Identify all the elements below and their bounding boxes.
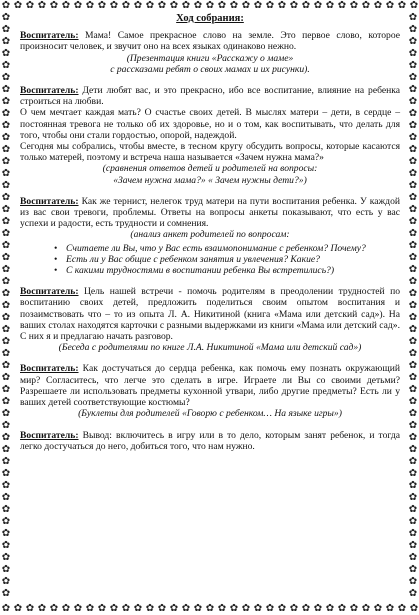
- border-ornament: ✿: [169, 603, 179, 614]
- border-ornament: ✿: [133, 0, 143, 11]
- border-ornament: ✿: [1, 156, 11, 167]
- border-ornament: ✿: [1, 552, 11, 563]
- border-ornament: ✿: [408, 276, 418, 287]
- border-ornament: ✿: [157, 603, 167, 614]
- border-ornament: ✿: [385, 0, 395, 11]
- document-body: [20, 13, 400, 452]
- border-ornament: ✿: [1, 84, 11, 95]
- paragraph: Как достучаться до сердца ребенка, как помочь ему познать окружающий мир? Согласитесь, что легче это сделать в игре. Играете ли Вы со своими детьми? Разрешаете ли использовать предметы кухонной утвари, либо другие предметы? Есть ли у ваших детей соответствующие костюмы?: [20, 363, 400, 409]
- border-ornament: ✿: [205, 0, 215, 11]
- speaker-label: Воспитатель:: [20, 363, 79, 375]
- note: «Зачем нужна мама?» « Зачем нужны дети?»): [113, 174, 307, 186]
- border-ornament: ✿: [1, 528, 11, 539]
- border-ornament: ✿: [408, 480, 418, 491]
- border-ornament: ✿: [408, 408, 418, 419]
- border-ornament: ✿: [277, 603, 287, 614]
- border-ornament: ✿: [1, 12, 11, 23]
- border-ornament: ✿: [49, 603, 59, 614]
- border-ornament: ✿: [325, 0, 335, 11]
- border-ornament: ✿: [181, 603, 191, 614]
- border-ornament: ✿: [408, 504, 418, 515]
- section-6: [20, 430, 400, 452]
- section-text: [20, 430, 400, 452]
- border-ornament: ✿: [408, 168, 418, 179]
- border-ornament: ✿: [408, 156, 418, 167]
- border-ornament: ✿: [408, 540, 418, 551]
- border-ornament: ✿: [349, 603, 359, 614]
- border-ornament: ✿: [408, 24, 418, 35]
- border-ornament: ✿: [408, 60, 418, 71]
- border-ornament: ✿: [408, 192, 418, 203]
- border-ornament: ✿: [1, 336, 11, 347]
- section-5: [20, 363, 400, 419]
- border-bottom: [0, 603, 419, 615]
- border-ornament: ✿: [121, 0, 131, 11]
- paragraph: Как же тернист, нелегок труд матери на пути воспитания ребенка. У каждой из вас свои тревоги, проблемы. Ответы на вопросы анкеты показывают, что есть у вас успехи и радости, есть трудности и сомнения.: [20, 195, 400, 230]
- border-ornament: ✿: [1, 0, 11, 11]
- border-ornament: ✿: [408, 324, 418, 335]
- border-ornament: ✿: [1, 144, 11, 155]
- border-ornament: ✿: [361, 603, 371, 614]
- border-ornament: ✿: [337, 0, 347, 11]
- note: (анализ анкет родителей по вопросам:: [130, 229, 290, 241]
- section-text: [20, 363, 400, 408]
- speaker-label: Воспитатель:: [20, 286, 79, 298]
- border-ornament: ✿: [408, 72, 418, 83]
- border-ornament: ✿: [408, 516, 418, 527]
- paragraph: Вывод: включитесь в игру или в то дело, которым занят ребенок, и тогда легко достучаться до него, добиться того, что нам нужно.: [20, 429, 400, 452]
- border-ornament: ✿: [1, 300, 11, 311]
- border-ornament: ✿: [408, 204, 418, 215]
- border-ornament: ✿: [1, 468, 11, 479]
- border-ornament: ✿: [61, 603, 71, 614]
- page-title: Ход собрания:: [176, 13, 244, 24]
- border-ornament: ✿: [408, 456, 418, 467]
- border-ornament: ✿: [301, 603, 311, 614]
- border-ornament: ✿: [408, 348, 418, 359]
- border-ornament: ✿: [265, 0, 275, 11]
- border-ornament: ✿: [1, 252, 11, 263]
- border-ornament: ✿: [253, 0, 263, 11]
- border-ornament: ✿: [1, 48, 11, 59]
- border-ornament: ✿: [1, 288, 11, 299]
- border-ornament: ✿: [408, 240, 418, 251]
- border-ornament: ✿: [1, 132, 11, 143]
- paragraph: Цель нашей встречи - помочь родителям в преодолении трудностей по воспитанию своих детей, предложить поделиться своим опытом воспитания и позаимствовать что – то из опыта Л. А. Никитиной (книга «Мама или детский сад»). На ваших столах находятся карточки с разными выдержками из книги «Мама или детский сад». С них я и предлагаю начать разговор.: [20, 286, 400, 343]
- border-ornament: ✿: [408, 300, 418, 311]
- border-ornament: ✿: [408, 252, 418, 263]
- border-ornament: ✿: [313, 0, 323, 11]
- border-ornament: ✿: [157, 0, 167, 11]
- border-ornament: ✿: [408, 12, 418, 23]
- list-item: • С какими трудностями в воспитании ребенка Вы встретились?): [66, 265, 400, 276]
- border-ornament: ✿: [1, 120, 11, 131]
- border-ornament: ✿: [1, 432, 11, 443]
- border-ornament: ✿: [1, 540, 11, 551]
- border-right: [407, 12, 419, 603]
- border-ornament: ✿: [1, 576, 11, 587]
- border-ornament: ✿: [1, 180, 11, 191]
- border-ornament: ✿: [133, 603, 143, 614]
- border-ornament: ✿: [408, 444, 418, 455]
- border-ornament: ✿: [1, 372, 11, 383]
- border-ornament: ✿: [349, 0, 359, 11]
- border-ornament: ✿: [193, 0, 203, 11]
- border-ornament: ✿: [49, 0, 59, 11]
- border-ornament: ✿: [37, 603, 47, 614]
- border-ornament: ✿: [229, 603, 239, 614]
- section-text: [20, 30, 400, 52]
- border-left: [0, 12, 12, 603]
- border-ornament: ✿: [289, 0, 299, 11]
- section-3: [20, 196, 400, 276]
- border-ornament: ✿: [408, 588, 418, 599]
- border-ornament: ✿: [121, 603, 131, 614]
- border-ornament: ✿: [61, 0, 71, 11]
- border-ornament: ✿: [1, 264, 11, 275]
- border-ornament: ✿: [1, 408, 11, 419]
- border-ornament: ✿: [408, 120, 418, 131]
- border-ornament: ✿: [1, 444, 11, 455]
- note: (Беседа с родителями по книге Л.А. Никитиной «Мама или детский сад»): [58, 342, 362, 354]
- border-ornament: ✿: [408, 132, 418, 143]
- note: (Буклеты для родителей «Говорю с ребенком… На языке игры»): [78, 408, 342, 420]
- border-ornament: ✿: [25, 0, 35, 11]
- section-1: [20, 30, 400, 75]
- note: (Презентация книги «Расскажу о маме»: [126, 52, 294, 64]
- border-ornament: ✿: [1, 24, 11, 35]
- border-ornament: ✿: [85, 603, 95, 614]
- border-ornament: ✿: [109, 603, 119, 614]
- border-ornament: ✿: [385, 603, 395, 614]
- border-ornament: ✿: [73, 0, 83, 11]
- section-text: [20, 85, 400, 107]
- border-ornament: ✿: [73, 603, 83, 614]
- border-ornament: ✿: [1, 492, 11, 503]
- border-ornament: ✿: [109, 0, 119, 11]
- border-ornament: ✿: [408, 468, 418, 479]
- border-ornament: ✿: [169, 0, 179, 11]
- border-ornament: ✿: [253, 603, 263, 614]
- border-ornament: ✿: [1, 36, 11, 47]
- border-ornament: ✿: [337, 603, 347, 614]
- border-ornament: ✿: [1, 228, 11, 239]
- section-4: [20, 286, 400, 353]
- border-ornament: ✿: [408, 420, 418, 431]
- speaker-label: Воспитатель:: [20, 30, 79, 42]
- border-ornament: ✿: [408, 312, 418, 323]
- border-ornament: ✿: [1, 324, 11, 335]
- border-ornament: ✿: [1, 168, 11, 179]
- border-ornament: ✿: [325, 603, 335, 614]
- section-text: [20, 286, 400, 342]
- border-ornament: ✿: [1, 480, 11, 491]
- section-2: [20, 85, 400, 186]
- border-ornament: ✿: [1, 216, 11, 227]
- border-ornament: ✿: [241, 0, 251, 11]
- question-list: [20, 243, 400, 277]
- border-ornament: ✿: [13, 603, 23, 614]
- border-ornament: ✿: [409, 603, 419, 614]
- list-item: • Есть ли у Вас общие с ребенком занятия и увлечения? Какие?: [66, 254, 400, 265]
- border-ornament: ✿: [408, 216, 418, 227]
- note: (сравнения ответов детей и родителей на вопросы:: [102, 163, 318, 175]
- paragraph: Мама! Самое прекрасное слово на земле. Это первое слово, которое произносит человек, и звучит оно на всех языках одинаково нежно.: [20, 30, 400, 53]
- note: с рассказами ребят о своих мамах и их рисунки).: [110, 63, 310, 75]
- border-ornament: ✿: [217, 0, 227, 11]
- border-ornament: ✿: [1, 108, 11, 119]
- border-ornament: ✿: [229, 0, 239, 11]
- border-ornament: ✿: [408, 576, 418, 587]
- border-ornament: ✿: [408, 552, 418, 563]
- border-ornament: ✿: [1, 564, 11, 575]
- border-ornament: ✿: [217, 603, 227, 614]
- border-ornament: ✿: [408, 492, 418, 503]
- border-ornament: ✿: [1, 504, 11, 515]
- border-ornament: ✿: [25, 603, 35, 614]
- border-ornament: ✿: [1, 240, 11, 251]
- border-ornament: ✿: [301, 0, 311, 11]
- border-ornament: ✿: [145, 603, 155, 614]
- paragraph: Сегодня мы собрались, чтобы вместе, в тесном кругу обсудить вопросы, которые касаются только матерей, поэтому и встреча наша называется «Зачем нужна мама?»: [20, 141, 400, 164]
- border-ornament: ✿: [408, 372, 418, 383]
- border-ornament: ✿: [408, 528, 418, 539]
- border-ornament: ✿: [277, 0, 287, 11]
- border-ornament: ✿: [1, 360, 11, 371]
- border-ornament: ✿: [408, 384, 418, 395]
- border-ornament: ✿: [193, 603, 203, 614]
- border-ornament: ✿: [37, 0, 47, 11]
- border-ornament: ✿: [1, 312, 11, 323]
- border-ornament: ✿: [313, 603, 323, 614]
- border-ornament: ✿: [409, 0, 419, 11]
- border-ornament: ✿: [205, 603, 215, 614]
- border-ornament: ✿: [1, 516, 11, 527]
- border-ornament: ✿: [1, 588, 11, 599]
- border-ornament: ✿: [1, 60, 11, 71]
- border-ornament: ✿: [1, 72, 11, 83]
- paragraph: О чем мечтает каждая мать? О счастье своих детей. В мыслях матери – дети, в сердце – постоянная тревога не только об их здоровье, но и о том, как воспитывать, что делать для того, чтобы они стали гордостью, опорой, надеждой.: [20, 107, 400, 141]
- border-ornament: ✿: [397, 603, 407, 614]
- border-top: [0, 0, 419, 12]
- border-ornament: ✿: [1, 603, 11, 614]
- border-ornament: ✿: [408, 180, 418, 191]
- border-ornament: ✿: [241, 603, 251, 614]
- border-ornament: ✿: [1, 192, 11, 203]
- border-ornament: ✿: [408, 432, 418, 443]
- border-ornament: ✿: [1, 384, 11, 395]
- border-ornament: ✿: [373, 603, 383, 614]
- border-ornament: ✿: [361, 0, 371, 11]
- border-ornament: ✿: [408, 144, 418, 155]
- border-ornament: ✿: [408, 36, 418, 47]
- paragraph: Дети любят вас, и это прекрасно, ибо все воспитание, влияние на ребенка строиться на любви.: [20, 85, 400, 108]
- border-ornament: ✿: [145, 0, 155, 11]
- border-ornament: ✿: [397, 0, 407, 11]
- border-ornament: ✿: [408, 564, 418, 575]
- border-ornament: ✿: [1, 396, 11, 407]
- border-ornament: ✿: [408, 108, 418, 119]
- border-ornament: ✿: [408, 288, 418, 299]
- border-ornament: ✿: [1, 420, 11, 431]
- border-ornament: ✿: [1, 276, 11, 287]
- speaker-label: Воспитатель:: [20, 195, 79, 207]
- border-ornament: ✿: [408, 48, 418, 59]
- border-ornament: ✿: [97, 603, 107, 614]
- speaker-label: Воспитатель:: [20, 85, 79, 97]
- border-ornament: ✿: [1, 456, 11, 467]
- border-ornament: ✿: [1, 204, 11, 215]
- border-ornament: ✿: [1, 96, 11, 107]
- border-ornament: ✿: [408, 96, 418, 107]
- border-ornament: ✿: [289, 603, 299, 614]
- border-ornament: ✿: [181, 0, 191, 11]
- border-ornament: ✿: [373, 0, 383, 11]
- border-ornament: ✿: [408, 264, 418, 275]
- border-ornament: ✿: [85, 0, 95, 11]
- list-item: • Считаете ли Вы, что у Вас есть взаимопонимание с ребенком? Почему?: [66, 243, 400, 254]
- border-ornament: ✿: [408, 360, 418, 371]
- border-ornament: ✿: [13, 0, 23, 11]
- border-ornament: ✿: [408, 396, 418, 407]
- border-ornament: ✿: [408, 336, 418, 347]
- speaker-label: Воспитатель:: [20, 429, 79, 441]
- border-ornament: ✿: [408, 84, 418, 95]
- border-ornament: ✿: [265, 603, 275, 614]
- border-ornament: ✿: [408, 228, 418, 239]
- border-ornament: ✿: [97, 0, 107, 11]
- border-ornament: ✿: [1, 348, 11, 359]
- section-text: [20, 196, 400, 230]
